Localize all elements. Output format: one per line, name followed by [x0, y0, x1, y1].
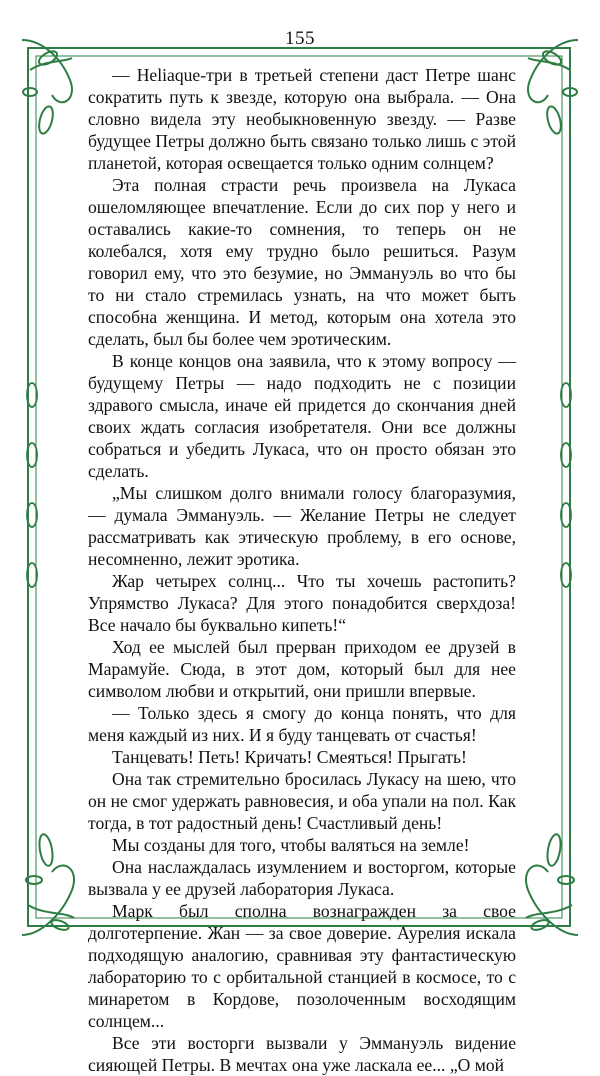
paragraph: — Heliaque-три в третьей степени даст Петре шанс сократить путь к звезде, которую она выбрала. — Она словно видела эту необыкновенную звезду. — Разве будущее Петры должно быть связано только лишь с этой планетой, которая освещается только одним солнцем? [88, 65, 516, 173]
side-ornament-right [561, 383, 571, 587]
paragraph: Она так стремительно бросилась Лукасу на шею, что он не смог удержать равновесия, и оба упали на пол. Как тогда, в тот радостный день! Счастливый день! [88, 769, 516, 833]
side-ornament-left [27, 383, 37, 587]
page-number: 155 [285, 28, 315, 49]
corner-ornament-bottom-right [526, 833, 578, 935]
corner-ornament-bottom-left [22, 833, 74, 935]
paragraph: Все эти восторги вызвали у Эммануэль видение сияющей Петры. В мечтах она уже ласкала ее... „О мой [88, 1033, 516, 1075]
corner-ornament-top-left [22, 40, 72, 135]
corner-ornament-top-right [528, 40, 578, 135]
paragraph: Марк был сполна вознагражден за свое долготерпение. Жан — за свое доверие. Аурелия искала подходящую аналогию, сравнивая эту фантастическую лабораторию то с орбитальной станцией в космосе, то с минаретом в Кордове, позолоченным восходящим солнцем... [88, 901, 516, 1031]
paragraph: Танцевать! Петь! Кричать! Смеяться! Прыгать! [112, 747, 467, 767]
paragraph: Она наслаждалась изумлением и восторгом, которые вызвала у ее друзей лаборатория Лукаса. [88, 857, 516, 899]
paragraph: В конце концов она заявила, что к этому вопросу — будущему Петры — надо подходить не с позиции здравого смысла, иначе ей придется до скончания дней своих ждать согласия изобретателя. Они все должны собраться и убедить Лукаса, что он просто обязан это сделать. [88, 351, 516, 481]
paragraph: Жар четырех солнц... Что ты хочешь растопить? Упрямство Лукаса? Для этого понадобится сверхдоза! Все начало бы буквально кипеть!“ [88, 571, 516, 635]
paragraph: Ход ее мыслей был прерван приходом ее друзей в Марамуйе. Сюда, в этот дом, который был для нее символом любви и открытий, они пришли впервые. [88, 637, 516, 701]
paragraph: „Мы слишком долго внимали голосу благоразумия, — думала Эммануэль. — Желание Петры не следует рассматривать как этическую проблему, в его основе, несомненно, лежит эротика. [88, 483, 516, 569]
paragraph: Мы созданы для того, чтобы валяться на земле! [112, 835, 470, 855]
paragraph: Эта полная страсти речь произвела на Лукаса ошеломляющее впечатление. Если до сих пор у него и оставались какие-то сомнения, то теперь он не колебался, хотя ему трудно было решиться. Разум говорил ему, что это безумие, но Эммануэль во что бы то ни стало стремилась узнать, на что может быть способна женщина. И метод, которым она хотела это сделать, был бы более чем эротическим. [88, 175, 516, 349]
body-text [88, 64, 516, 1076]
paragraph: — Только здесь я смогу до конца понять, что для меня каждый из них. И я буду танцевать от счастья! [88, 703, 516, 745]
